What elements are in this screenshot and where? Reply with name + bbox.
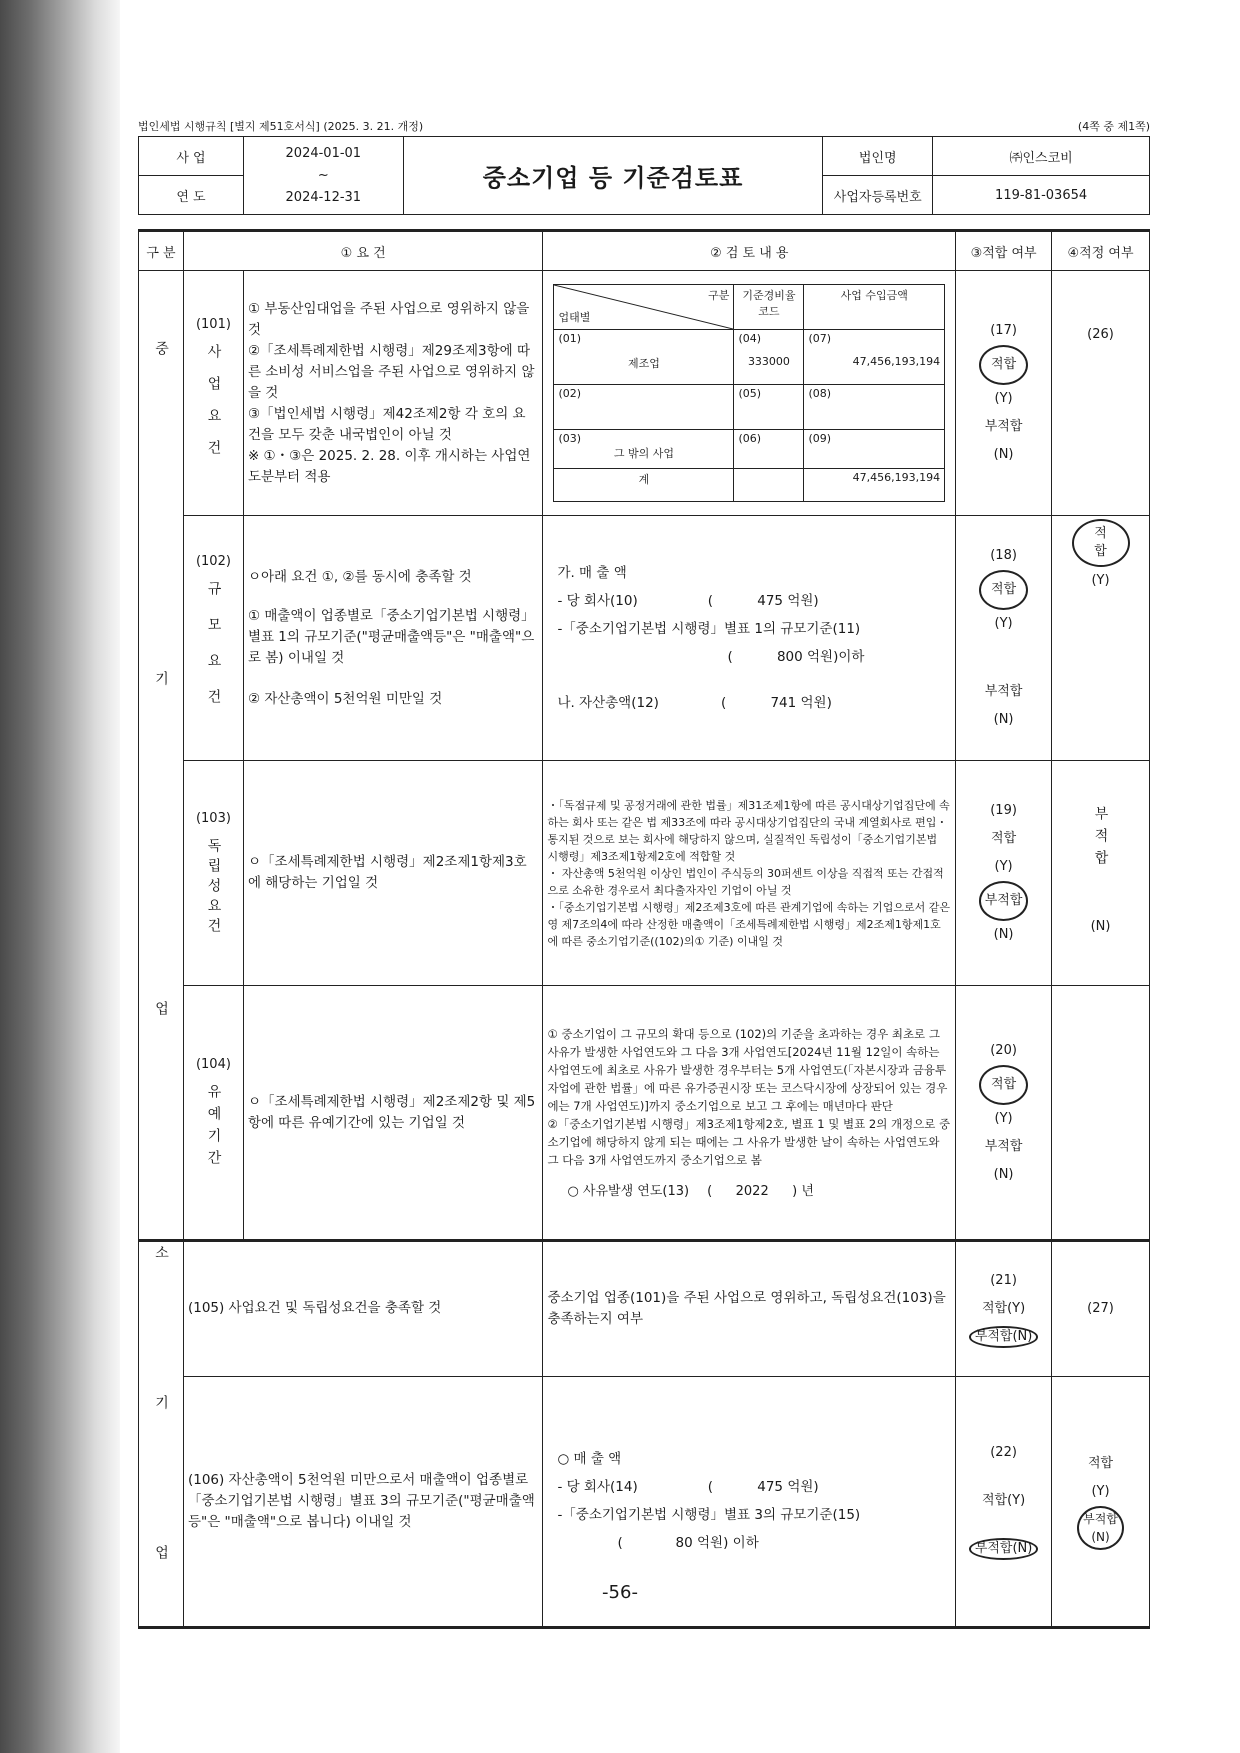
r102-total-assets: 741 — [770, 695, 797, 711]
r102-size-standard: 800 — [776, 649, 803, 665]
r102-req-2: ② 자산총액이 5천억원 미만일 것 — [247, 690, 443, 707]
r103-rev-3: ・「중소기업기본법 시행령」제2조제3호에 따른 관계기업에 속하는 기업으로서 같은 영 제7조의4에 따라 산정한 매출액이「조세특례제한법 시행령」제2조제1항제1호에 따른 중소기업기준((102)의① 기준) 이내일 것 — [547, 900, 950, 948]
r105-result: (21) 적합(Y) 부적합(N) — [956, 1241, 1052, 1377]
r101-review — [543, 271, 956, 516]
form-header-line — [138, 118, 1150, 136]
r103-rev-2: ・ 자산총액 5천억원 이상인 법인이 주식등의 30퍼센트 이상을 직접적 또는 간접적으로 소유한 경우로서 최다출자자인 기업이 아닐 것 — [547, 866, 944, 897]
r101-row-2: (02) (05) (08) — [554, 385, 945, 430]
r101-fit-circled: 적합 — [979, 345, 1028, 385]
col-fit3: ③적합 여부 — [956, 231, 1052, 271]
r104-code: (104) 유예기간 — [183, 986, 243, 1241]
r102-review: 가. 매 출 액 - 당 회사(10) ( 475 억원) -「중소기업기본법 시행령」별표 1의 규모기준(11) ( 800 억원)이하 나. 자산총액(12) ( 741 억원) — [543, 516, 956, 761]
corp-name: ㈜인스코비 — [933, 137, 1150, 176]
r103-fit4: 부적합 (N) — [1052, 761, 1150, 986]
r103-code: (103) 독립성요건 — [183, 761, 243, 986]
r101-result: (17) 적합 (Y) 부적합 (N) — [956, 271, 1052, 516]
year-label-2: 연 도 — [139, 176, 244, 215]
business-period — [243, 137, 403, 215]
col-category: 구 분 — [139, 231, 184, 271]
r106-fit4: 적합 (Y) 부적합 (N) — [1052, 1376, 1150, 1627]
r104-rev-1: ① 중소기업이 그 규모의 확대 등으로 (102)의 기준을 초과하는 경우 최초로 그 사유가 발생한 사업연도와 그 다음 3개 사업연도[2024년 11월 12일이 속하는 사업연도에 최초로 사유가 발생한 경우부터는 5개 사업연도(「자본시장과 금융투자업에 관한 법률」에 따른 유가증권시장 또는 코스닥시장에 상장되어 있는 경우에는 7개 사업연도)]까지 중소기업으로 보고 그 후에는 매년마다 판단 — [547, 1026, 948, 1113]
biz-no-label: 사업자등록번호 — [823, 176, 933, 215]
form-title: 중소기업 등 기준검토표 — [403, 137, 823, 215]
section-sme: 중 기 업 — [139, 271, 184, 1241]
period-start: 2024-01-01 — [285, 145, 362, 161]
r102-req-1: ① 매출액이 업종별로「중소기업기본법 시행령」별표 1의 규모기준("평균매출액등"은 "매출액"으로 봄) 이내일 것 — [247, 607, 535, 666]
period-end: 2024-12-31 — [285, 189, 362, 205]
criteria-table — [138, 229, 1150, 1629]
r105-unfit-circled: 부적합(N) — [969, 1326, 1039, 1348]
r102-fit4-circled: 적합 — [1072, 519, 1130, 567]
r103-rev-1: ・「독점규제 및 공정거래에 관한 법률」제31조제1항에 따른 공시대상기업집단에 속하는 회사 또는 같은 법 제33조에 따라 공시대상기업집단의 국내 계열회사로 편입・통지된 것으로 보는 회사에 해당하지 않으며, 실질적인 독립성이「중소기업기본법 시행령」제3조제1항제2호에 적합할 것 — [547, 798, 950, 863]
col-fit4: ④적정 여부 — [1052, 231, 1150, 271]
r101-code: (101) 사업요건 — [183, 271, 243, 516]
r101-code-header: 기준경비율코드 — [734, 285, 804, 330]
r104-fit-circled: 적합 — [979, 1065, 1028, 1105]
r106-review: ○ 매 출 액 - 당 회사(14) ( 475 억원) -「중소기업기본법 시행령」별표 3의 규모기준(15) ( 80 억원) 이하 — [543, 1376, 956, 1627]
r103-review — [543, 761, 956, 986]
scan-binding-shadow — [0, 0, 120, 1753]
r104-cause-year: 2022 — [735, 1183, 769, 1199]
r101-row-1: (01) 제조업 (04) 333000 (07) 47,456,193,194 — [554, 330, 945, 385]
r103-result: (19) 적합 (Y) 부적합 (N) — [956, 761, 1052, 986]
r102-result: (18) 적합 (Y) 부적합 (N) — [956, 516, 1052, 761]
period-separator: ~ — [317, 167, 329, 183]
section-small: 소 기 업 — [139, 1241, 184, 1628]
r104-fit4-empty — [1052, 986, 1150, 1241]
biz-no: 119-81-03654 — [933, 176, 1150, 215]
r101-business-table — [553, 284, 945, 502]
title-table — [138, 136, 1150, 215]
r104-requirement: ㅇ「조세특례제한법 시행령」제2조제2항 및 제5항에 따른 유예기간에 있는 기업일 것 — [243, 986, 543, 1241]
r106-requirement: (106) 자산총액이 5천억원 미만으로서 매출액이 업종별로「중소기업기본법 시행령」별표 3의 규모기준("평균매출액등"은 "매출액"으로 봅니다) 이내일 것 — [183, 1376, 542, 1627]
r106-result: (22) 적합(Y) 부적합(N) — [956, 1376, 1052, 1627]
form-page — [138, 118, 1150, 1629]
r102-code: (102) 규모요건 — [183, 516, 243, 761]
r101-req-note: ※ ①・③은 2025. 2. 28. 이후 개시하는 사업연도분부터 적용 — [247, 447, 531, 485]
r101-fit4: (26) — [1052, 271, 1150, 516]
form-source: 법인세법 시행규칙 [별지 제51호서식] (2025. 3. 21. 개정) — [138, 120, 424, 133]
r106-fit4-unfit-circled: 부적합 (N) — [1077, 1506, 1124, 1550]
r102-fit4: 적합 (Y) — [1052, 516, 1150, 761]
r101-row-3: (03) 그 밖의 사업 (06) (09) — [554, 430, 945, 469]
r101-req-3: ③「법인세법 시행령」제42조제2항 각 호의 요건을 모두 갖춘 내국법인이 아닐 것 — [247, 405, 526, 443]
r101-amount-header: 사업 수입금액 — [804, 285, 945, 330]
r101-requirement — [243, 271, 543, 516]
r104-result: (20) 적합 (Y) 부적합 (N) — [956, 986, 1052, 1241]
r104-review: ① 중소기업이 그 규모의 확대 등으로 (102)의 기준을 초과하는 경우 최초로 그 사유가 발생한 사업연도와 그 다음 3개 사업연도[2024년 11월 12일이 속하는 사업연도에 최초로 사유가 발생한 경우부터는 5개 사업연도(「자본시장과 금융투자업에 관한 법률」에 따른 유가증권시장 또는 코스닥시장에 상장되어 있는 경우에는 7개 사업연도)]까지 중소기업으로 보고 그 후에는 매년마다 판단 ②「중소기업기본법 시행령」제3조제1항제2호, 별표 1 및 별표 2의 개정으로 중소기업에 해당하지 않게 되는 때에는 그 사유가 발생한 날이 속하는 사업연도와 그 다음 3개 사업연도까지 중소기업으로 봄 ○ 사유발생 연도(13) ( 2022 ) 년 — [543, 986, 956, 1241]
r103-requirement: ㅇ「조세특례제한법 시행령」제2조제1항제3호에 해당하는 기업일 것 — [243, 761, 543, 986]
r101-req-1: ① 부동산임대업을 주된 사업으로 영위하지 않을 것 — [247, 300, 530, 338]
r105-fit4: (27) — [1052, 1241, 1150, 1377]
r102-current-sales: 475 — [757, 593, 784, 609]
r101-total-row: 계 47,456,193,194 — [554, 469, 945, 502]
r102-fit-circled: 적합 — [979, 570, 1028, 610]
r101-req-2: ②「조세특례제한법 시행령」제29조제3항에 따른 소비성 서비스업을 주된 사업으로 영위하지 않을 것 — [247, 342, 535, 401]
r102-requirement — [243, 516, 543, 761]
page-number: -56- — [602, 1582, 638, 1603]
col-review: ② 검 토 내 용 — [543, 231, 956, 271]
r106-current-sales: 475 — [757, 1479, 784, 1496]
r105-requirement: (105) 사업요건 및 독립성요건을 충족할 것 — [183, 1241, 542, 1377]
page-info: (4쪽 중 제1쪽) — [1077, 120, 1150, 133]
r105-review: 중소기업 업종(101)을 주된 사업으로 영위하고, 독립성요건(103)을 충족하는지 여부 — [543, 1241, 956, 1377]
year-label-1: 사 업 — [139, 137, 244, 176]
r101-diag-header: 구분 업태별 — [554, 285, 734, 330]
corp-name-label: 법인명 — [823, 137, 933, 176]
r106-size-standard: 80 — [675, 1535, 693, 1552]
r104-rev-2: ②「중소기업기본법 시행령」제3조제1항제2호, 별표 1 및 별표 2의 개정으로 중소기업에 해당하지 않게 되는 때에는 그 사유가 발생한 날이 속하는 사업연도와 그 다음 3개 사업연도까지 중소기업으로 봄 — [547, 1116, 951, 1167]
r102-req-intro: ㅇ아래 요건 ①, ②를 동시에 충족할 것 — [247, 568, 472, 585]
r103-unfit-circled: 부적합 — [979, 881, 1029, 921]
col-requirement: ① 요 건 — [183, 231, 542, 271]
r106-unfit-circled: 부적합(N) — [969, 1538, 1039, 1560]
